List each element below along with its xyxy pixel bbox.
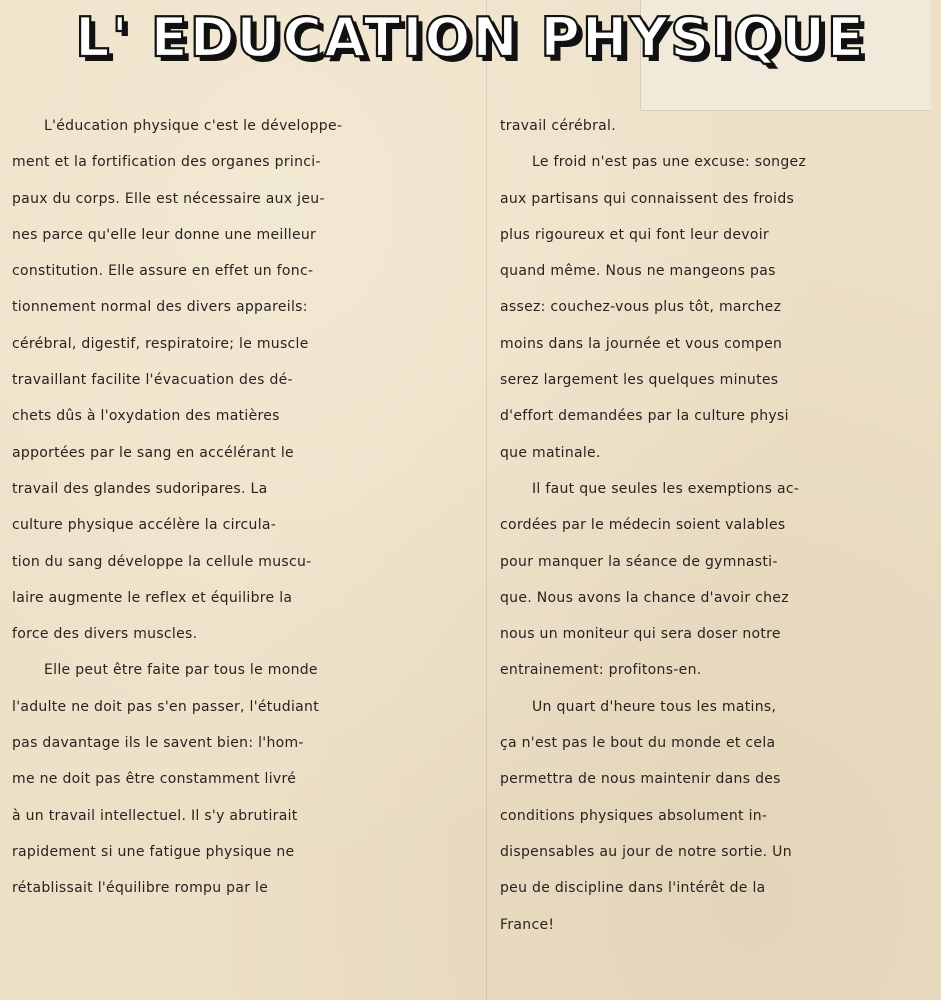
text-line: constitution. Elle assure en effet un fonc-	[12, 263, 314, 280]
text-line: paux du corps. Elle est nécessaire aux jeu-	[12, 190, 325, 207]
text-line: ment et la fortification des organes princi-	[12, 154, 321, 171]
text-line: Un quart d'heure tous les matins,	[532, 698, 777, 715]
text-line: ça n'est pas le bout du monde et cela	[500, 735, 776, 752]
text-line: travail cérébral.	[500, 118, 616, 134]
text-line: permettra de nous maintenir dans des	[500, 771, 781, 788]
text-line: nous un moniteur qui sera doser notre	[500, 626, 781, 643]
text-line: cérébral, digestif, respiratoire; le muscle	[12, 335, 309, 352]
text-line: que. Nous avons la chance d'avoir chez	[500, 589, 789, 606]
text-line: conditions physiques absolument in-	[500, 807, 768, 824]
text-line: serez largement les quelques minutes	[500, 372, 779, 389]
text-line: force des divers muscles.	[12, 626, 198, 643]
text-line: apportées par le sang en accélérant le	[12, 444, 294, 461]
text-line: aux partisans qui connaissent des froids	[500, 190, 795, 207]
text-line: me ne doit pas être constamment livré	[12, 771, 297, 788]
text-line: culture physique accélère la circula-	[12, 517, 277, 534]
text-line: assez: couchez-vous plus tôt, marchez	[500, 299, 782, 316]
text-line: Elle peut être faite par tous le monde	[44, 662, 318, 679]
text-line: cordées par le médecin soient valables	[500, 517, 786, 534]
text-line: laire augmente le reflex et équilibre la	[12, 589, 293, 606]
text-line: travail des glandes sudoripares. La	[12, 480, 268, 497]
text-line: dispensables au jour de notre sortie. Un	[500, 843, 792, 860]
text-line: l'adulte ne doit pas s'en passer, l'étudiant	[12, 698, 319, 715]
page-title: L' EDUCATION PHYSIQUE	[75, 6, 866, 69]
text-line: pour manquer la séance de gymnasti-	[500, 553, 778, 570]
text-line: tion du sang développe la cellule muscu-	[12, 553, 312, 570]
text-line: pas davantage ils le savent bien: l'hom-	[12, 735, 304, 752]
text-line: que matinale.	[500, 444, 601, 461]
text-line: chets dûs à l'oxydation des matières	[12, 408, 280, 425]
text-line: nes parce qu'elle leur donne une meilleur	[12, 226, 317, 243]
text-line: Il faut que seules les exemptions ac-	[532, 480, 800, 497]
text-line: Le froid n'est pas une excuse: songez	[532, 154, 807, 171]
text-line: à un travail intellectuel. Il s'y abrutirait	[12, 807, 298, 824]
text-line: entrainement: profitons-en.	[500, 662, 702, 679]
text-line: quand même. Nous ne mangeons pas	[500, 263, 776, 280]
text-line: peu de discipline dans l'intérêt de la	[500, 880, 766, 897]
text-line: d'effort demandées par la culture physi	[500, 408, 789, 425]
paper-fold	[486, 0, 487, 1000]
text-line: travaillant facilite l'évacuation des dé-	[12, 372, 293, 389]
text-line: L'éducation physique c'est le développe-	[44, 118, 343, 134]
text-line: moins dans la journée et vous compen	[500, 335, 783, 352]
text-line: France!	[500, 916, 555, 933]
left-column	[12, 108, 484, 907]
text-line: plus rigoureux et qui font leur devoir	[500, 226, 769, 243]
text-line: rétablissait l'équilibre rompu par le	[12, 880, 269, 897]
right-column	[500, 108, 936, 943]
text-line: rapidement si une fatigue physique ne	[12, 843, 295, 860]
text-line: tionnement normal des divers appareils:	[12, 299, 308, 316]
